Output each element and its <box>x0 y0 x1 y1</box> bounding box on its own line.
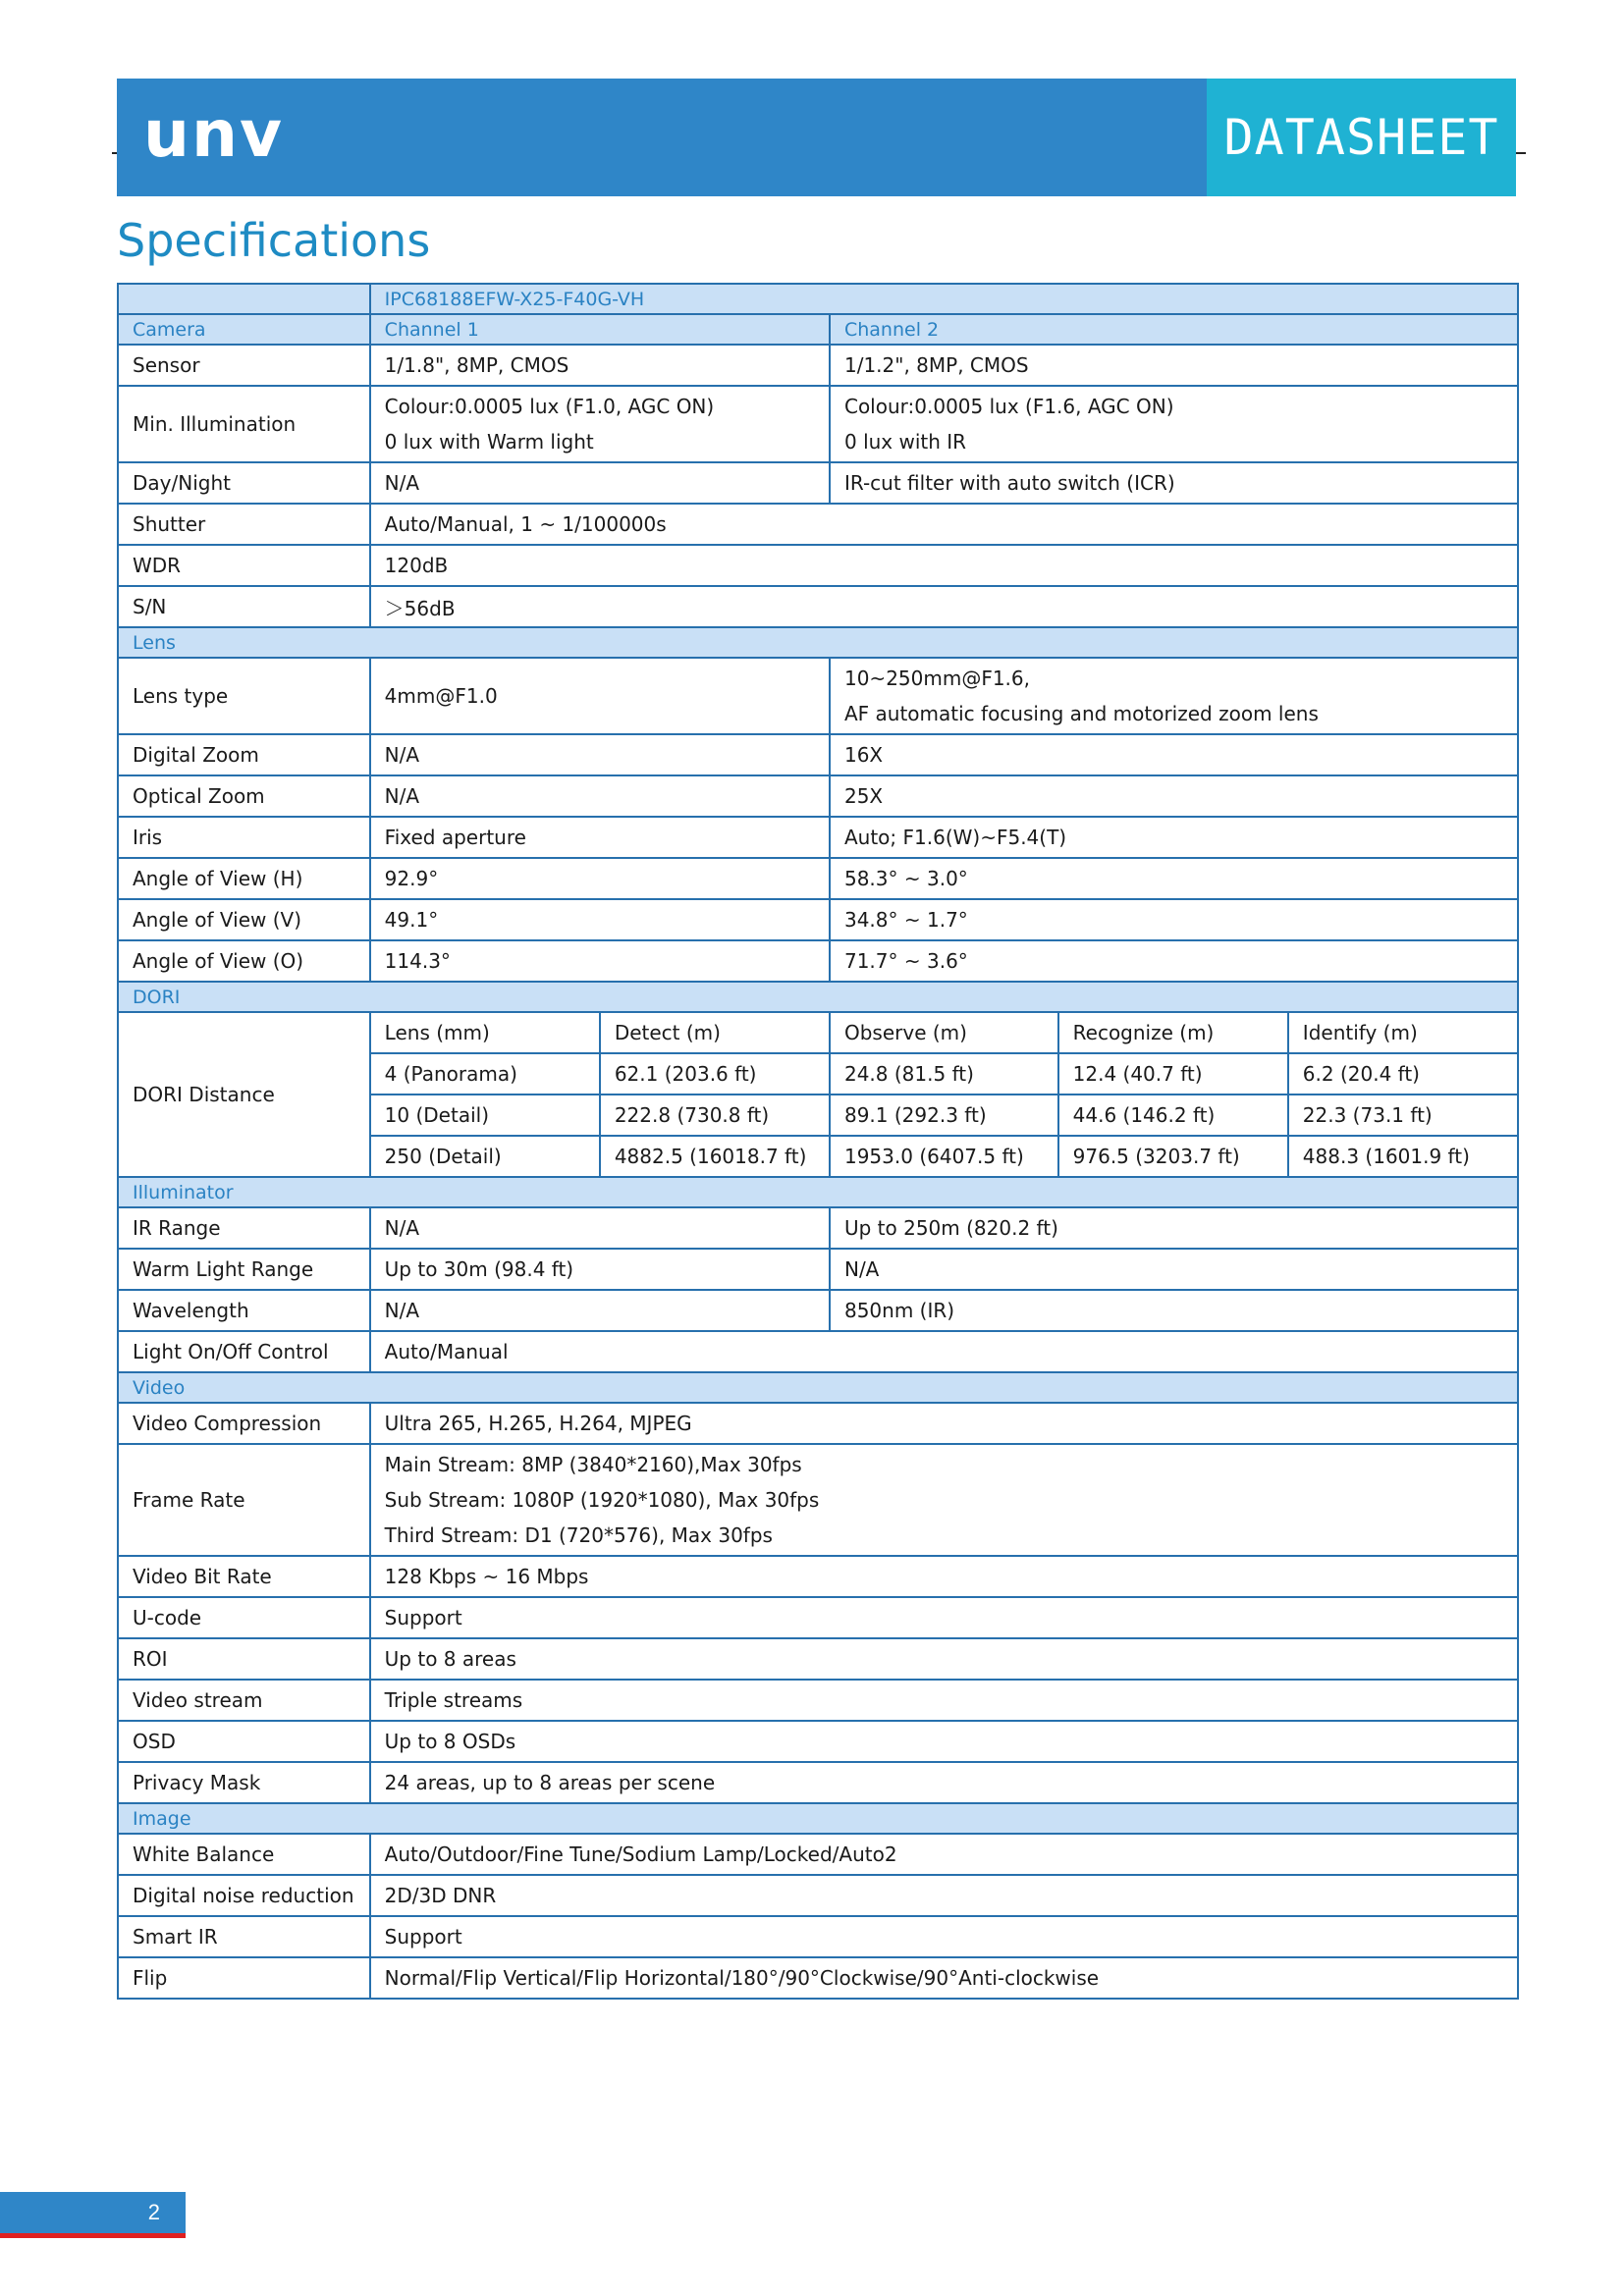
spec-value-ch1: N/A <box>370 1290 830 1331</box>
spec-row-wdr <box>118 545 1518 586</box>
section-title: Video <box>118 1372 1518 1403</box>
spec-label: OSD <box>118 1721 370 1762</box>
spec-row-roi <box>118 1638 1518 1680</box>
spec-value-ch1: N/A <box>370 462 830 504</box>
dori-cell: 976.5 (3203.7 ft) <box>1058 1136 1288 1177</box>
page-title: Specifications <box>117 214 431 267</box>
spec-value-ch2: 25X <box>830 775 1518 817</box>
spec-row-smart-ir <box>118 1916 1518 1957</box>
dori-cell: 4882.5 (16018.7 ft) <box>600 1136 830 1177</box>
spec-label: Smart IR <box>118 1916 370 1957</box>
spec-value-ch1: 49.1° <box>370 899 830 940</box>
dori-cell: 24.8 (81.5 ft) <box>830 1053 1058 1095</box>
spec-label: Video Bit Rate <box>118 1556 370 1597</box>
dori-header-row <box>118 1012 1518 1053</box>
section-title: Image <box>118 1803 1518 1834</box>
spec-value: 128 Kbps ~ 16 Mbps <box>370 1556 1518 1597</box>
spec-value-ch1: N/A <box>370 1207 830 1249</box>
spec-label: Day/Night <box>118 462 370 504</box>
spec-row-day-night <box>118 462 1518 504</box>
model-name: IPC68188EFW-X25-F40G-VH <box>370 284 1518 314</box>
spec-row-bit-rate <box>118 1556 1518 1597</box>
spec-row-compression <box>118 1403 1518 1444</box>
spec-value-ch1: 1/1.8", 8MP, CMOS <box>370 345 830 386</box>
spec-row-iris <box>118 817 1518 858</box>
dori-cell: 4 (Panorama) <box>370 1053 600 1095</box>
spec-label: U-code <box>118 1597 370 1638</box>
brand-logo: unv <box>143 96 284 172</box>
spec-value-ch2: 1/1.2", 8MP, CMOS <box>830 345 1518 386</box>
spec-value: Ultra 265, H.265, H.264, MJPEG <box>370 1403 1518 1444</box>
spec-label: Angle of View (O) <box>118 940 370 982</box>
spec-label: Digital Zoom <box>118 734 370 775</box>
datasheet-tag-label: DATASHEET <box>1223 109 1499 166</box>
section-dori <box>118 982 1518 1012</box>
dori-header: Lens (mm) <box>370 1012 600 1053</box>
spec-line: Main Stream: 8MP (3840*2160),Max 30fps <box>384 1453 802 1476</box>
spec-value: Auto/Outdoor/Fine Tune/Sodium Lamp/Locked/Auto2 <box>370 1834 1518 1875</box>
page-number: 2 <box>147 2200 160 2224</box>
spec-value-ch2: 71.7° ~ 3.6° <box>830 940 1518 982</box>
spec-label: Privacy Mask <box>118 1762 370 1803</box>
spec-value: Auto/Manual, 1 ~ 1/100000s <box>370 504 1518 545</box>
spec-label: Lens type <box>118 658 370 734</box>
spec-value: Normal/Flip Vertical/Flip Horizontal/180°/90°Clockwise/90°Anti-clockwise <box>370 1957 1518 1999</box>
spec-value-ch1: Up to 30m (98.4 ft) <box>370 1249 830 1290</box>
spec-value-ch2: Up to 250m (820.2 ft) <box>830 1207 1518 1249</box>
spec-row-frame-rate <box>118 1444 1518 1556</box>
dori-cell: 222.8 (730.8 ft) <box>600 1095 830 1136</box>
spec-label: IR Range <box>118 1207 370 1249</box>
spec-value-ch2: 34.8° ~ 1.7° <box>830 899 1518 940</box>
dori-cell: 1953.0 (6407.5 ft) <box>830 1136 1058 1177</box>
spec-label: Shutter <box>118 504 370 545</box>
spec-line: 10~250mm@F1.6, <box>843 667 1030 690</box>
spec-label: Iris <box>118 817 370 858</box>
spec-label: DORI Distance <box>118 1012 370 1177</box>
dori-cell: 22.3 (73.1 ft) <box>1288 1095 1518 1136</box>
spec-line: Sub Stream: 1080P (1920*1080), Max 30fps <box>384 1488 820 1512</box>
spec-value-ch2: IR-cut filter with auto switch (ICR) <box>830 462 1518 504</box>
spec-value: Up to 8 OSDs <box>370 1721 1518 1762</box>
spec-line: 0 lux with Warm light <box>384 430 594 454</box>
spec-row-shutter <box>118 504 1518 545</box>
spec-row-lens-type <box>118 658 1518 734</box>
spec-label: S/N <box>118 586 370 627</box>
spec-line: 0 lux with IR <box>843 430 967 454</box>
spec-line: Colour:0.0005 lux (F1.0, AGC ON) <box>384 395 715 418</box>
dori-cell: 488.3 (1601.9 ft) <box>1288 1136 1518 1177</box>
dori-cell: 12.4 (40.7 ft) <box>1058 1053 1288 1095</box>
section-title: Illuminator <box>118 1177 1518 1207</box>
spec-label: Video Compression <box>118 1403 370 1444</box>
spec-row-white-balance <box>118 1834 1518 1875</box>
spec-label: Frame Rate <box>118 1444 370 1556</box>
spec-line: Colour:0.0005 lux (F1.6, AGC ON) <box>843 395 1174 418</box>
dori-cell: 89.1 (292.3 ft) <box>830 1095 1058 1136</box>
spec-value-ch1: 92.9° <box>370 858 830 899</box>
channel-1-header: Channel 1 <box>370 314 830 345</box>
spec-row-optical-zoom <box>118 775 1518 817</box>
spec-value-ch2: 16X <box>830 734 1518 775</box>
spec-value: 24 areas, up to 8 areas per scene <box>370 1762 1518 1803</box>
spec-value-ch2: Auto; F1.6(W)~F5.4(T) <box>830 817 1518 858</box>
spec-label: White Balance <box>118 1834 370 1875</box>
spec-value-ch2 <box>830 658 1518 734</box>
spec-value: 120dB <box>370 545 1518 586</box>
dori-cell: 44.6 (146.2 ft) <box>1058 1095 1288 1136</box>
section-lens <box>118 627 1518 658</box>
spec-label: Video stream <box>118 1680 370 1721</box>
dori-header: Identify (m) <box>1288 1012 1518 1053</box>
spec-row-ucode <box>118 1597 1518 1638</box>
spec-row-aov-o <box>118 940 1518 982</box>
spec-label: Warm Light Range <box>118 1249 370 1290</box>
channel-2-header: Channel 2 <box>830 314 1518 345</box>
spec-row-aov-v <box>118 899 1518 940</box>
spec-label: Min. Illumination <box>118 386 370 462</box>
spec-value: Support <box>370 1916 1518 1957</box>
section-video <box>118 1372 1518 1403</box>
spec-label: Angle of View (H) <box>118 858 370 899</box>
section-title: DORI <box>118 982 1518 1012</box>
spec-label: WDR <box>118 545 370 586</box>
spec-value-ch1: Fixed aperture <box>370 817 830 858</box>
spec-row-privacy-mask <box>118 1762 1518 1803</box>
spec-value-ch2: N/A <box>830 1249 1518 1290</box>
model-label-cell <box>118 284 370 314</box>
section-image <box>118 1803 1518 1834</box>
spec-value-ch2: 850nm (IR) <box>830 1290 1518 1331</box>
spec-row-digital-zoom <box>118 734 1518 775</box>
spec-value: Support <box>370 1597 1518 1638</box>
spec-label: Flip <box>118 1957 370 1999</box>
footer-red-rule <box>0 2233 186 2238</box>
spec-row-aov-h <box>118 858 1518 899</box>
spec-label: Sensor <box>118 345 370 386</box>
spec-line: AF automatic focusing and motorized zoom lens <box>843 702 1319 725</box>
spec-value-ch1: N/A <box>370 775 830 817</box>
dori-cell: 250 (Detail) <box>370 1136 600 1177</box>
spec-value-ch1: N/A <box>370 734 830 775</box>
dori-header: Recognize (m) <box>1058 1012 1288 1053</box>
spec-value-ch2: 58.3° ~ 3.0° <box>830 858 1518 899</box>
spec-line: Third Stream: D1 (720*576), Max 30fps <box>384 1523 773 1547</box>
spec-row-dnr <box>118 1875 1518 1916</box>
model-row <box>118 284 1518 314</box>
spec-value-ch1: 4mm@F1.0 <box>370 658 830 734</box>
page-number-box <box>0 2192 186 2233</box>
spec-label: Light On/Off Control <box>118 1331 370 1372</box>
section-illuminator <box>118 1177 1518 1207</box>
spec-row-flip <box>118 1957 1518 1999</box>
spec-row-sensor <box>118 345 1518 386</box>
spec-value-ch1 <box>370 386 830 462</box>
spec-row-wavelength <box>118 1290 1518 1331</box>
spec-row-video-stream <box>118 1680 1518 1721</box>
spec-value-ch2 <box>830 386 1518 462</box>
dori-cell: 6.2 (20.4 ft) <box>1288 1053 1518 1095</box>
spec-value <box>370 1444 1518 1556</box>
dori-cell: 62.1 (203.6 ft) <box>600 1053 830 1095</box>
spec-table <box>117 283 1519 2000</box>
spec-row-sn <box>118 586 1518 627</box>
spec-row-illumination <box>118 386 1518 462</box>
spec-row-osd <box>118 1721 1518 1762</box>
spec-row-light-control <box>118 1331 1518 1372</box>
spec-label: Wavelength <box>118 1290 370 1331</box>
spec-value: 2D/3D DNR <box>370 1875 1518 1916</box>
spec-value: Triple streams <box>370 1680 1518 1721</box>
spec-value: ＞56dB <box>370 586 1518 627</box>
spec-label: Digital noise reduction <box>118 1875 370 1916</box>
spec-value-ch1: 114.3° <box>370 940 830 982</box>
section-title: Camera <box>118 314 370 345</box>
spec-value: Up to 8 areas <box>370 1638 1518 1680</box>
spec-label: ROI <box>118 1638 370 1680</box>
spec-label: Optical Zoom <box>118 775 370 817</box>
datasheet-tag <box>1207 79 1516 196</box>
dori-header: Detect (m) <box>600 1012 830 1053</box>
dori-header: Observe (m) <box>830 1012 1058 1053</box>
spec-value: Auto/Manual <box>370 1331 1518 1372</box>
spec-row-ir-range <box>118 1207 1518 1249</box>
section-title: Lens <box>118 627 1518 658</box>
spec-label: Angle of View (V) <box>118 899 370 940</box>
spec-row-warm-light <box>118 1249 1518 1290</box>
dori-cell: 10 (Detail) <box>370 1095 600 1136</box>
section-camera <box>118 314 1518 345</box>
